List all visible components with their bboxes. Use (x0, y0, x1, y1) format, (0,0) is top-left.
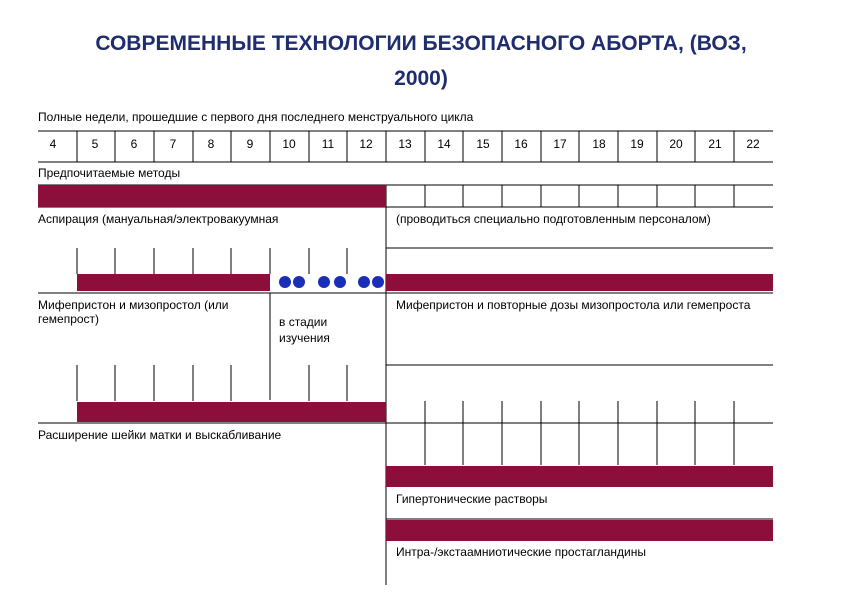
mife-early-label: Мифепристон и мизопростол (или гемепрост) (38, 298, 229, 326)
prostaglandins-label: Интра-/экстаамниотические простагландины (396, 545, 646, 559)
aspiration-label: Аспирация (мануальная/электровакуумная (38, 212, 279, 226)
week-label: 20 (669, 137, 683, 151)
week-label: 17 (553, 137, 567, 151)
week-label: 11 (321, 137, 335, 151)
trained-staff-label: (проводиться специально подготовленным персоналом) (396, 212, 711, 226)
week-label: 6 (130, 137, 138, 151)
week-label: 12 (359, 137, 373, 151)
week-label: 7 (169, 137, 177, 151)
week-label: 9 (246, 137, 254, 151)
week-label: 5 (91, 137, 99, 151)
hypertonic-label: Гипертонические растворы (396, 492, 548, 506)
mife-late-label: Мифепристон и повторные дозы мизопростола или гемепроста (396, 298, 751, 312)
week-label: 10 (282, 137, 296, 151)
title-line-1: СОВРЕМЕННЫЕ ТЕХНОЛОГИИ БЕЗОПАСНОГО АБОРТА, (ВОЗ, (95, 32, 747, 55)
week-label: 16 (514, 137, 528, 151)
week-label: 22 (746, 137, 760, 151)
week-label: 15 (476, 137, 490, 151)
title-line-2: 2000) (394, 67, 448, 90)
week-label: 8 (207, 137, 215, 151)
week-label: 14 (437, 137, 451, 151)
week-label: 18 (592, 137, 606, 151)
preferred-methods-label: Предпочитаемые методы (38, 166, 181, 180)
week-label: 19 (630, 137, 644, 151)
week-label: 4 (49, 137, 57, 151)
under-study-label: в стадии изучения (279, 315, 330, 345)
curettage-label: Расширение шейки матки и выскабливание (38, 428, 282, 442)
axis-caption: Полные недели, прошедшие с первого дня последнего менструального цикла (38, 110, 474, 124)
week-label: 21 (708, 137, 722, 151)
week-label: 13 (398, 137, 412, 151)
